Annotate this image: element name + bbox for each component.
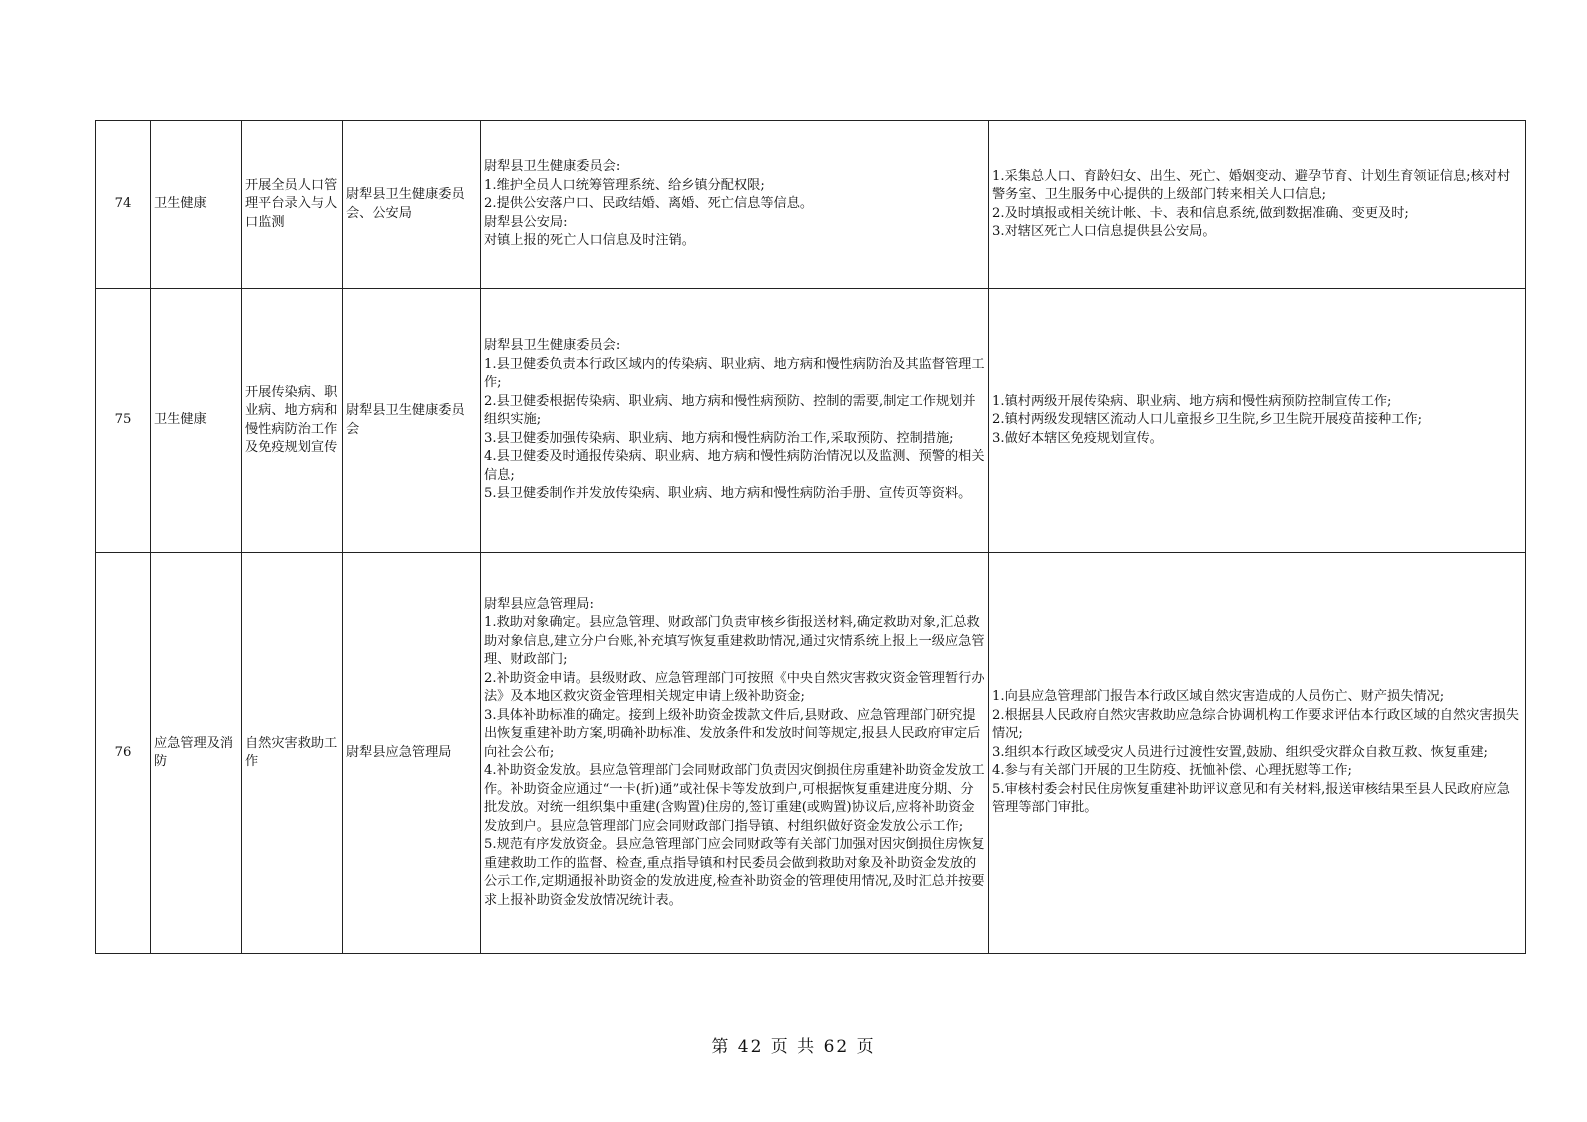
duty-line: 1.救助对象确定。县应急管理、财政部门负责审核乡街报送材料,确定救助对象,汇总救助对象信息,建立分户台账,补充填写恢复重建救助情况,通过灾情系统上报上一级应急管理、财政部门; [484,615,985,668]
category-cell: 卫生健康 [151,121,242,289]
duty-line: 4.参与有关部门开展的卫生防疫、抚恤补偿、心理抚慰等工作; [992,763,1352,779]
duty-line: 尉犁县卫生健康委员会: [484,338,621,354]
duty-line: 4.县卫健委及时通报传染病、职业病、地方病和慢性病防治情况以及监测、预警的相关信息; [484,449,985,483]
county-duties-cell [481,553,989,954]
duty-line: 4.补助资金发放。县应急管理部门会同财政部门负责因灾倒损住房重建补助资金发放工作。补助资金应通过“一卡(折)通”或社保卡等发放到户,可根据恢复重建进度分期、分批发放。对统一组织集中重建(含购置)住房的,签订重建(或购置)协议后,应将补助资金发放到户。县应急管理部门应会同财政部门指导镇、村组织做好资金发放公示工作; [484,763,985,834]
row-number: 76 [96,553,151,954]
duty-line: 2.及时填报或相关统计帐、卡、表和信息系统,做到数据准确、变更及时; [992,205,1409,221]
duty-line: 1.维护全员人口统筹管理系统、给乡镇分配权限; [484,177,765,193]
duty-line: 3.做好本辖区免疫规划宣传。 [992,430,1163,446]
table-row [96,121,1526,289]
table-row [96,289,1526,553]
duty-line: 2.县卫健委根据传染病、职业病、地方病和慢性病预防、控制的需要,制定工作规划并组织实施; [484,393,976,428]
department-cell: 尉犁县卫生健康委员会 [343,289,481,553]
town-duties-cell [989,121,1526,289]
item-cell: 开展全员人口管理平台录入与人口监测 [242,121,343,289]
category-cell: 卫生健康 [151,289,242,553]
duty-line: 1.采集总人口、育龄妇女、出生、死亡、婚姻变动、避孕节育、计划生育领证信息;核对村警务室、卫生服务中心提供的上级部门转来相关人口信息; [992,168,1511,202]
duty-line: 5.审核村委会村民住房恢复重建补助评议意见和有关材料,报送审核结果至县人民政府应急管理等部门审批。 [992,781,1510,816]
town-duties-cell [989,553,1526,954]
duty-line: 3.县卫健委加强传染病、职业病、地方病和慢性病防治工作,采取预防、控制措施; [484,430,954,446]
duty-line: 2.根据县人民政府自然灾害救助应急综合协调机构工作要求评估本行政区域的自然灾害损失情况; [992,707,1519,742]
duty-line: 2.提供公安落户口、民政结婚、离婚、死亡信息等信息。 [484,196,814,212]
department-cell: 尉犁县卫生健康委员会、公安局 [343,121,481,289]
duty-line: 2.镇村两级发现辖区流动人口儿童报乡卫生院,乡卫生院开展疫苗接种工作; [992,412,1423,428]
duty-line: 3.组织本行政区域受灾人员进行过渡性安置,鼓励、组织受灾群众自救互救、恢复重建; [992,744,1488,760]
duty-line: 5.规范有序发放资金。县应急管理部门应会同财政等有关部门加强对因灾倒损住房恢复重建救助工作的监督、检查,重点指导镇和村民委员会做到救助对象及补助资金发放的公示工作,定期通报补助资金的发放进度,检查补助资金的管理使用情况,及时汇总并按要求上报补助资金发放情况统计表。 [484,837,985,908]
duty-line: 1.县卫健委负责本行政区域内的传染病、职业病、地方病和慢性病防治及其监督管理工作; [484,356,985,391]
duty-line: 2.补助资金申请。县级财政、应急管理部门可按照《中央自然灾害救灾资金管理暂行办法》及本地区救灾资金管理相关规定申请上级补助资金; [484,670,985,705]
category-cell: 应急管理及消防 [151,553,242,954]
responsibility-table [95,120,1526,954]
row-number: 75 [96,289,151,553]
department-cell: 尉犁县应急管理局 [343,553,481,954]
item-cell: 开展传染病、职业病、地方病和慢性病防治工作及免疫规划宣传 [242,289,343,553]
duty-line: 1.镇村两级开展传染病、职业病、地方病和慢性病预防控制宣传工作; [992,393,1392,409]
duty-line: 对镇上报的死亡人口信息及时注销。 [484,233,695,249]
duty-line: 尉犁县应急管理局: [484,596,594,612]
county-duties-cell [481,289,989,553]
county-duties-cell [481,121,989,289]
item-cell: 自然灾害救助工作 [242,553,343,954]
duty-line: 5.县卫健委制作并发放传染病、职业病、地方病和慢性病防治手册、宣传页等资料。 [484,486,972,502]
town-duties-cell [989,289,1526,553]
duty-line: 尉犁县卫生健康委员会: [484,159,621,175]
row-number: 74 [96,121,151,289]
duty-line: 尉犁县公安局: [484,214,568,230]
table-row [96,553,1526,954]
duty-line: 3.对辖区死亡人口信息提供县公安局。 [992,224,1216,239]
page-footer: 第 42 页 共 62 页 [711,1037,876,1057]
duty-line: 1.向县应急管理部门报告本行政区域自然灾害造成的人员伤亡、财产损失情况; [992,689,1445,705]
duty-line: 3.具体补助标准的确定。接到上级补助资金拨款文件后,县财政、应急管理部门研究提出恢复重建补助方案,明确补助标准、发放条件和发放时间等规定,报县人民政府审定后向社会公布; [484,707,981,760]
